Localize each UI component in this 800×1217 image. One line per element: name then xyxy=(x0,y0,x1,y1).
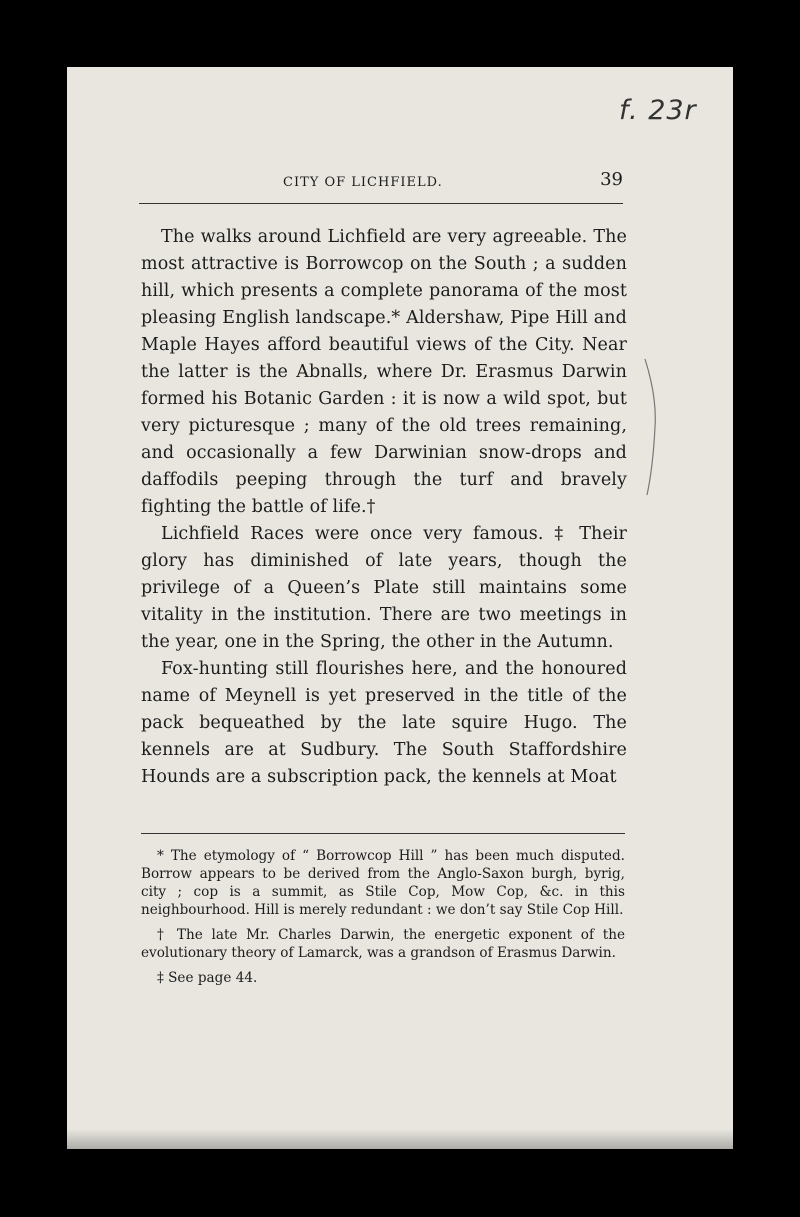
footnote-rule xyxy=(141,833,625,834)
footnote-see-page: ‡ See page 44. xyxy=(157,970,258,986)
body-text xyxy=(141,224,627,791)
running-head xyxy=(139,167,623,207)
footnotes xyxy=(141,847,625,994)
footnote-borrowcop: * The etymology of “ Borrowcop Hill ” has been much disputed. Borrow appears to be derived from the Anglo-Saxon burgh, byrig, city ; cop is a summit, as Stile Cop, Mow Cop, &c. in this neighbourhood. Hill is merely redundant : we don’t say Stile Cop Hill. xyxy=(141,848,625,918)
margin-pencil-mark xyxy=(643,357,663,497)
paragraph-fox-hunting: Fox-hunting still flourishes here, and the honoured name of Meynell is yet preserved in the title of the pack bequeathed by the late squire Hugo. The kennels are at Sudbury. The South Staffordshire Hounds are a subscription pack, the kennels at Moat xyxy=(141,659,627,787)
book-page xyxy=(67,67,733,1149)
page-number: 39 xyxy=(600,169,623,190)
header-rule xyxy=(139,203,623,204)
paragraph-walks: The walks around Lichfield are very agreeable. The most attractive is Borrowcop on the South ; a sudden hill, which presents a complete panorama of the most pleasing English landscape.* Aldershaw, Pipe Hill and Maple Hayes afford beautiful views of the City. Near the latter is the Abnalls, where Dr. Erasmus Darwin formed his Botanic Garden : it is now a wild spot, but very picturesque ; many of the old trees remaining, and occasionally a few Darwinian snow-drops and daffodils peeping through the turf and bravely fighting the battle of life.† xyxy=(141,227,627,517)
paragraph-races: Lichfield Races were once very famous. ‡ Their glory has diminished of late years, though the privilege of a Queen’s Plate still maintains some vitality in the institution. There are two meetings in the year, one in the Spring, the other in the Autumn. xyxy=(141,524,627,652)
footnote-darwin: † The late Mr. Charles Darwin, the energetic exponent of the evolutionary theory of Lamarck, was a grandson of Erasmus Darwin. xyxy=(141,927,625,961)
folio-annotation: f. 23r xyxy=(619,95,697,126)
running-head-title: CITY OF LICHFIELD. xyxy=(283,175,443,190)
